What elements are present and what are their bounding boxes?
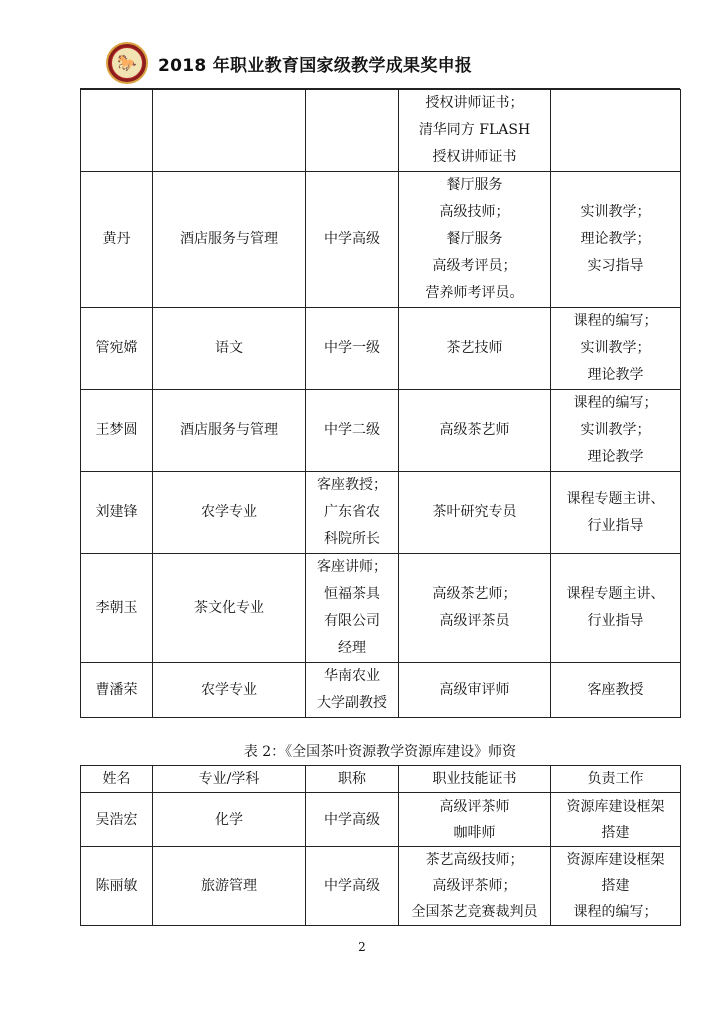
title-cell-line: 广东省农: [324, 504, 380, 520]
table2-caption: 表 2：《全国茶叶资源教学资源库建设》师资: [243, 744, 517, 760]
certs-cell-line: 茶艺高级技师；: [425, 852, 524, 868]
duties-cell-line: 课程的编写；: [573, 395, 658, 411]
name-cell: 曹潘荣: [81, 663, 153, 718]
duties-cell-line: 客座教授: [587, 681, 644, 698]
certs-cell: [399, 847, 551, 926]
duties-cell-line: 课程的编写；: [573, 313, 658, 329]
title-cell: [306, 663, 399, 718]
table-row: [81, 554, 681, 663]
name-cell: 王梦圆: [81, 390, 153, 472]
certs-cell-line: 茶叶研究专员: [432, 504, 517, 520]
certs-cell-line: 茶艺技师: [446, 340, 503, 356]
certs-cell-line: 高级评茶员: [439, 613, 510, 629]
title-cell: [306, 90, 399, 172]
major-cell: 酒店服务与管理: [153, 390, 306, 472]
duties-cell-line: 实训教学；: [580, 204, 651, 220]
duties-cell: [551, 390, 681, 472]
title-cell: 中学高级: [306, 172, 399, 308]
title-cell: 中学一级: [306, 308, 399, 390]
certs-cell-line: 全国茶艺竞赛裁判员: [411, 904, 538, 920]
certs-cell-line: 高级审评师: [439, 681, 510, 698]
title-cell-line: 大学副教授: [317, 695, 387, 711]
duties-cell-line: 资源库建设框架: [566, 852, 665, 868]
duties-cell-line: 实习指导: [587, 258, 644, 274]
duties-cell: [551, 663, 681, 718]
major-cell: [153, 90, 306, 172]
duties-cell-line: 理论教学: [587, 367, 644, 383]
table-row: [81, 172, 681, 308]
name-cell: 刘建锋: [81, 472, 153, 554]
column-header: 职业技能证书: [399, 766, 551, 793]
duties-cell-line: 搭建: [601, 824, 630, 841]
school-logo: [106, 42, 148, 84]
duties-cell-line: 搭建: [601, 878, 630, 894]
certs-cell-line: 高级评茶师: [439, 798, 510, 815]
page-number: 2: [358, 940, 366, 954]
duties-cell-line: 课程专题主讲、: [566, 490, 665, 507]
title-cell: [306, 554, 399, 663]
column-header: 职称: [306, 766, 399, 793]
certs-cell-line: 授权讲师证书；: [425, 95, 524, 111]
certs-cell-line: 高级茶艺师: [439, 422, 510, 438]
duties-cell-line: 资源库建设框架: [566, 798, 665, 815]
major-cell: 语文: [153, 308, 306, 390]
duties-cell-line: 实训教学；: [580, 340, 651, 356]
table-row: [81, 663, 681, 718]
certs-cell-line: 营养师考评员。: [425, 285, 524, 301]
duties-cell: [551, 847, 681, 926]
duties-cell-line: 课程专题主讲、: [566, 586, 665, 602]
duties-cell-line: 行业指导: [587, 613, 644, 629]
certs-cell: [399, 172, 551, 308]
table-row: [81, 90, 681, 172]
duties-cell-line: 理论教学；: [580, 231, 651, 247]
title-cell-line: 科院所长: [324, 531, 380, 547]
certs-cell: [399, 663, 551, 718]
name-cell: 陈丽敏: [81, 847, 153, 926]
certs-cell: [399, 390, 551, 472]
major-cell: 农学专业: [153, 472, 306, 554]
certs-cell-line: 授权讲师证书: [432, 149, 517, 165]
column-header: 负责工作: [551, 766, 681, 793]
major-cell: 化学: [153, 793, 306, 847]
name-cell: 吴浩宏: [81, 793, 153, 847]
horse-icon: 🐎: [111, 47, 143, 79]
title-cell-line: 恒福茶具: [324, 586, 380, 602]
certs-cell-line: 咖啡师: [453, 824, 496, 841]
page-header: [0, 0, 724, 90]
title-cell: [306, 472, 399, 554]
name-cell: 李朝玉: [81, 554, 153, 663]
major-cell: 旅游管理: [153, 847, 306, 926]
faculty-table-continued: [80, 89, 681, 718]
title-cell-line: 经理: [338, 640, 366, 656]
major-cell: 酒店服务与管理: [153, 172, 306, 308]
table-row: [81, 308, 681, 390]
name-cell: [81, 90, 153, 172]
certs-cell: [399, 308, 551, 390]
certs-cell: [399, 554, 551, 663]
title-cell-line: 客座讲师；: [317, 559, 387, 575]
resource-library-faculty-table: [80, 765, 681, 926]
name-cell: 管宛嫦: [81, 308, 153, 390]
title-cell: 中学高级: [306, 847, 399, 926]
table-row: [81, 793, 681, 847]
duties-cell: [551, 554, 681, 663]
duties-cell-line: 理论教学: [587, 449, 644, 465]
duties-cell: [551, 90, 681, 172]
certs-cell: [399, 472, 551, 554]
title-cell: 中学高级: [306, 793, 399, 847]
certs-cell-line: 餐厅服务: [446, 231, 503, 247]
certs-cell-line: 高级考评员；: [432, 258, 517, 274]
duties-cell-line: 实训教学；: [580, 422, 651, 438]
certs-cell-line: 高级茶艺师；: [432, 586, 517, 602]
duties-cell-line: 课程的编写；: [573, 904, 658, 920]
certs-cell: [399, 793, 551, 847]
title-cell: 中学二级: [306, 390, 399, 472]
duties-cell: [551, 172, 681, 308]
title-cell-line: 华南农业: [324, 668, 380, 684]
duties-cell: [551, 308, 681, 390]
major-cell: 茶文化专业: [153, 554, 306, 663]
certs-cell: [399, 90, 551, 172]
column-header: 专业/学科: [153, 766, 306, 793]
table-header-row: [81, 766, 681, 793]
table-row: [81, 847, 681, 926]
table-row: [81, 472, 681, 554]
column-header: 姓名: [81, 766, 153, 793]
major-cell: 农学专业: [153, 663, 306, 718]
title-cell-line: 客座教授；: [317, 477, 387, 493]
name-cell: 黄丹: [81, 172, 153, 308]
duties-cell: [551, 793, 681, 847]
duties-cell-line: 行业指导: [587, 517, 644, 534]
duties-cell: [551, 472, 681, 554]
certs-cell-line: 清华同方 FLASH: [418, 122, 531, 138]
certs-cell-line: 高级评茶师；: [432, 878, 517, 894]
title-cell-line: 有限公司: [324, 613, 380, 629]
certs-cell-line: 高级技师；: [439, 204, 510, 220]
certs-cell-line: 餐厅服务: [446, 177, 503, 193]
page-title: 2018 年职业教育国家级教学成果奖申报: [158, 56, 473, 76]
table-row: [81, 390, 681, 472]
